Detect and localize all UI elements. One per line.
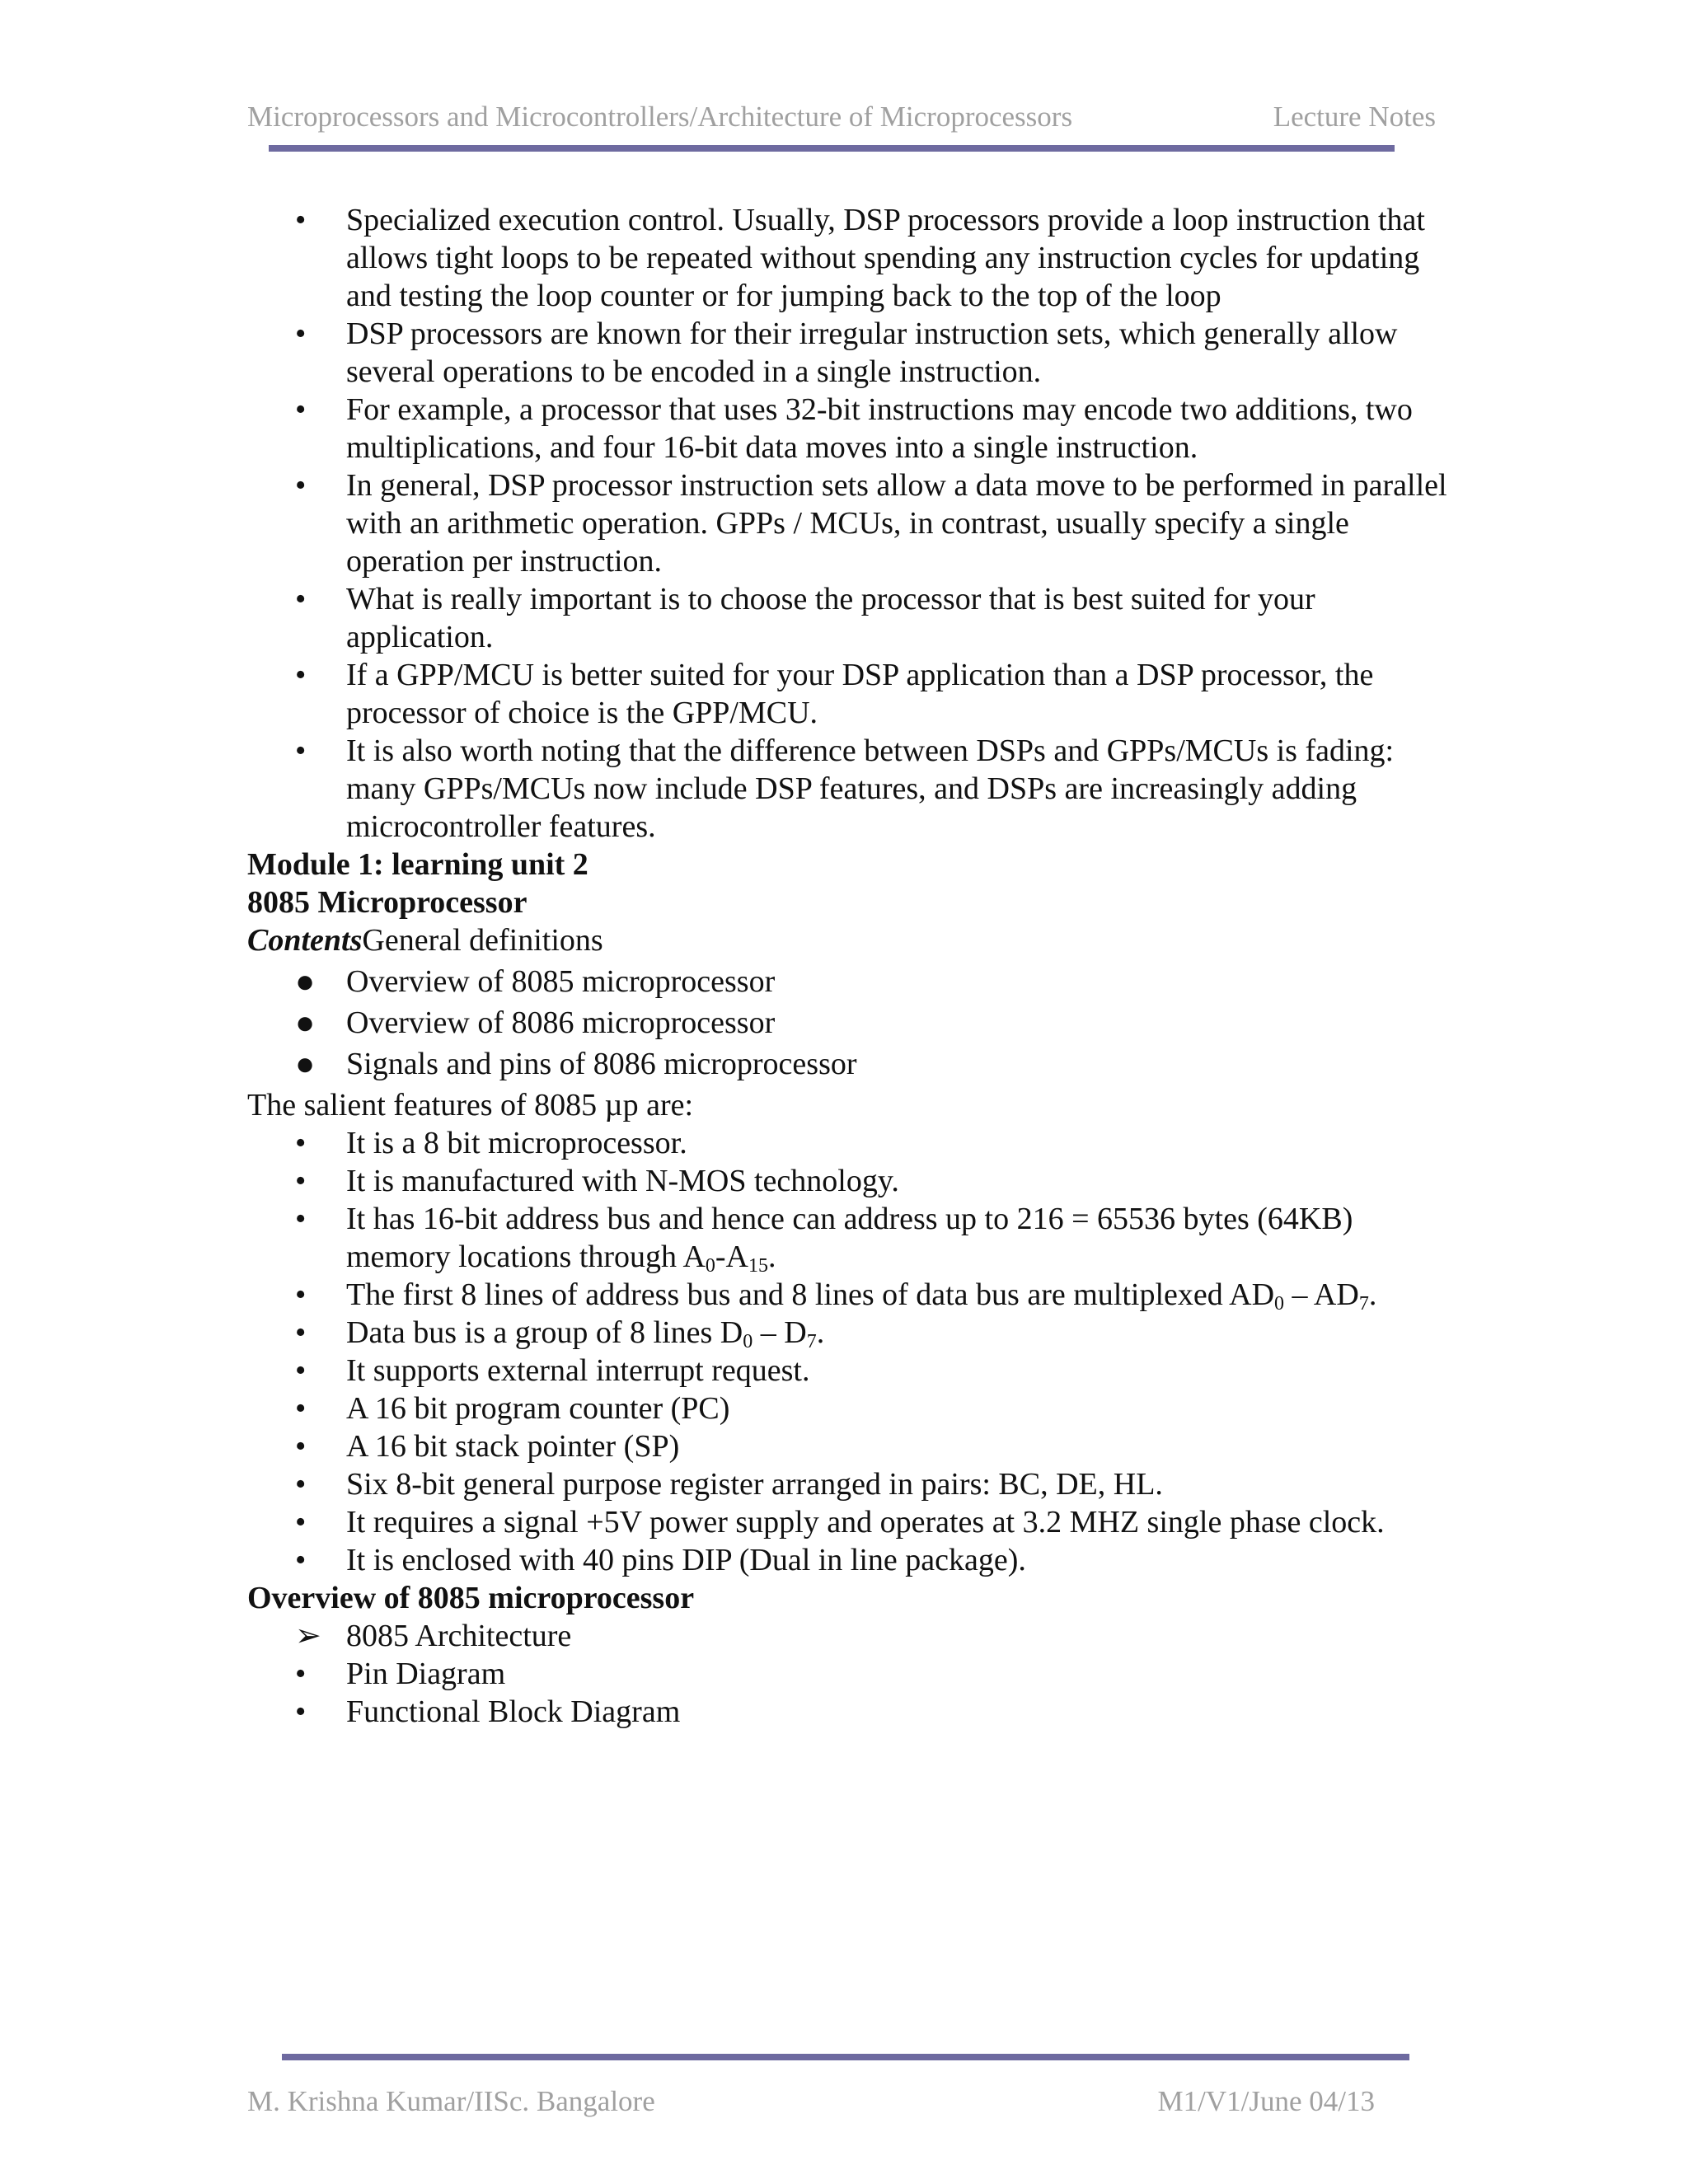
bullet-marker: • [295,582,307,616]
list-item: • It supports external interrupt request. [295,1353,810,1388]
contents-label: Contents [247,923,363,958]
header-label: Lecture Notes [1273,101,1436,133]
footer-rule [282,2054,1409,2060]
list-item: • Specialized execution control. Usually, DSP processors provide a loop instruction that allows tight loops to be repeated without spending any instruction cycles for updating and testing the loop counter or for jumping back to the top of the loop [295,203,1425,313]
header-rule [269,145,1395,152]
list-item: • In general, DSP processor instruction sets allow a data move to be performed in parallel with an arithmetic operation. GPPs / MCUs, in contrast, usually specify a single operation per instruction. [295,468,1447,579]
bullet-marker: • [295,468,307,503]
bullet-marker: • [295,1353,307,1388]
list-item: • It is a 8 bit microprocessor. [295,1126,687,1160]
list-item: • DSP processors are known for their irregular instruction sets, which generally allow several operations to be encoded in a single instruction. [295,316,1398,389]
bullet-marker: • [295,1391,307,1426]
contents-line [247,921,1451,959]
bullet-marker: • [295,1467,307,1502]
bullet-marker: • [295,203,307,237]
bullet-marker: • [295,1657,307,1691]
list-item: • It is also worth noting that the difference between DSPs and GPPs/MCUs is fading: many GPPs/MCUs now include DSP features, and DSPs are increasingly adding microcontroller features. [295,733,1395,844]
list-item: • Six 8-bit general purpose register arranged in pairs: BC, DE, HL. [295,1467,1163,1502]
dsp-bullet-list [247,201,1451,846]
list-item: • A 16 bit program counter (PC) [295,1391,730,1426]
contents-list [247,963,1451,1083]
list-item: • Functional Block Diagram [295,1694,681,1729]
bullet-marker: • [295,1694,307,1729]
overview-title: Overview of 8085 microprocessor [247,1581,695,1615]
bullet-marker: • [295,1543,307,1577]
bullet-marker: • [295,733,307,768]
list-item: • It is enclosed with 40 pins DIP (Dual in line package). [295,1543,1026,1577]
list-item: ● Overview of 8085 microprocessor [295,963,776,1000]
footer-author: M. Krishna Kumar/IISc. Bangalore [247,2085,655,2117]
bullet-marker: • [295,1164,307,1198]
list-item: • A 16 bit stack pointer (SP) [295,1429,680,1464]
list-item: ● Signals and pins of 8086 microprocessor [295,1045,857,1082]
list-item: • If a GPP/MCU is better suited for your DSP application than a DSP processor, the processor of choice is the GPP/MCU. [295,658,1374,730]
dot-marker: ● [295,1045,316,1082]
list-item: • What is really important is to choose the processor that is best suited for your application. [295,582,1315,654]
contents-first: General definitions [362,923,603,958]
list-item: • It requires a signal +5V power supply and operates at 3.2 MHZ single phase clock. [295,1505,1385,1540]
module-title: Module 1: learning unit 2 [247,847,588,882]
dot-marker: ● [295,963,316,1000]
dot-marker: ● [295,1004,316,1041]
list-item: • For example, a processor that uses 32-bit instructions may encode two additions, two multiplications, and four 16-bit data moves into a single instruction. [295,392,1413,465]
bullet-marker: • [295,658,307,692]
footer-page-info: M1/V1/June 04/13 [1157,2085,1375,2117]
arrow-marker-icon: ➢ [295,1619,321,1653]
bullet-marker: • [295,1315,307,1350]
bullet-marker: • [295,1202,307,1236]
list-item: ➢ 8085 Architecture [295,1619,572,1653]
header-title: Microprocessors and Microcontrollers/Architecture of Microprocessors [247,101,1073,133]
bullet-marker: • [295,316,307,351]
features-intro: The salient features of 8085 µp are: [247,1088,694,1122]
list-item: • It is manufactured with N-MOS technology. [295,1164,899,1198]
bullet-marker: • [295,1277,307,1312]
overview-list [247,1617,1451,1731]
bullet-marker: • [295,1505,307,1540]
bullet-marker: • [295,1126,307,1160]
list-item: • Pin Diagram [295,1657,506,1691]
list-item: • Data bus is a group of 8 lines $D_0 - D_7$. [295,1315,825,1352]
features-list [247,1124,1451,1579]
list-item: • The first 8 lines of address bus and 8 lines of data bus are multiplexed $AD_0 - AD_7$. [295,1277,1377,1315]
bullet-marker: • [295,392,307,427]
list-item: • It has 16-bit address bus and hence can address up to 216 = 65536 bytes (64KB) memory locations through $A_0-A_{15}$. [295,1202,1353,1277]
bullet-marker: • [295,1429,307,1464]
page-body [247,201,1451,1731]
list-item: ● Overview of 8086 microprocessor [295,1004,776,1041]
section-title: 8085 Microprocessor [247,885,528,920]
